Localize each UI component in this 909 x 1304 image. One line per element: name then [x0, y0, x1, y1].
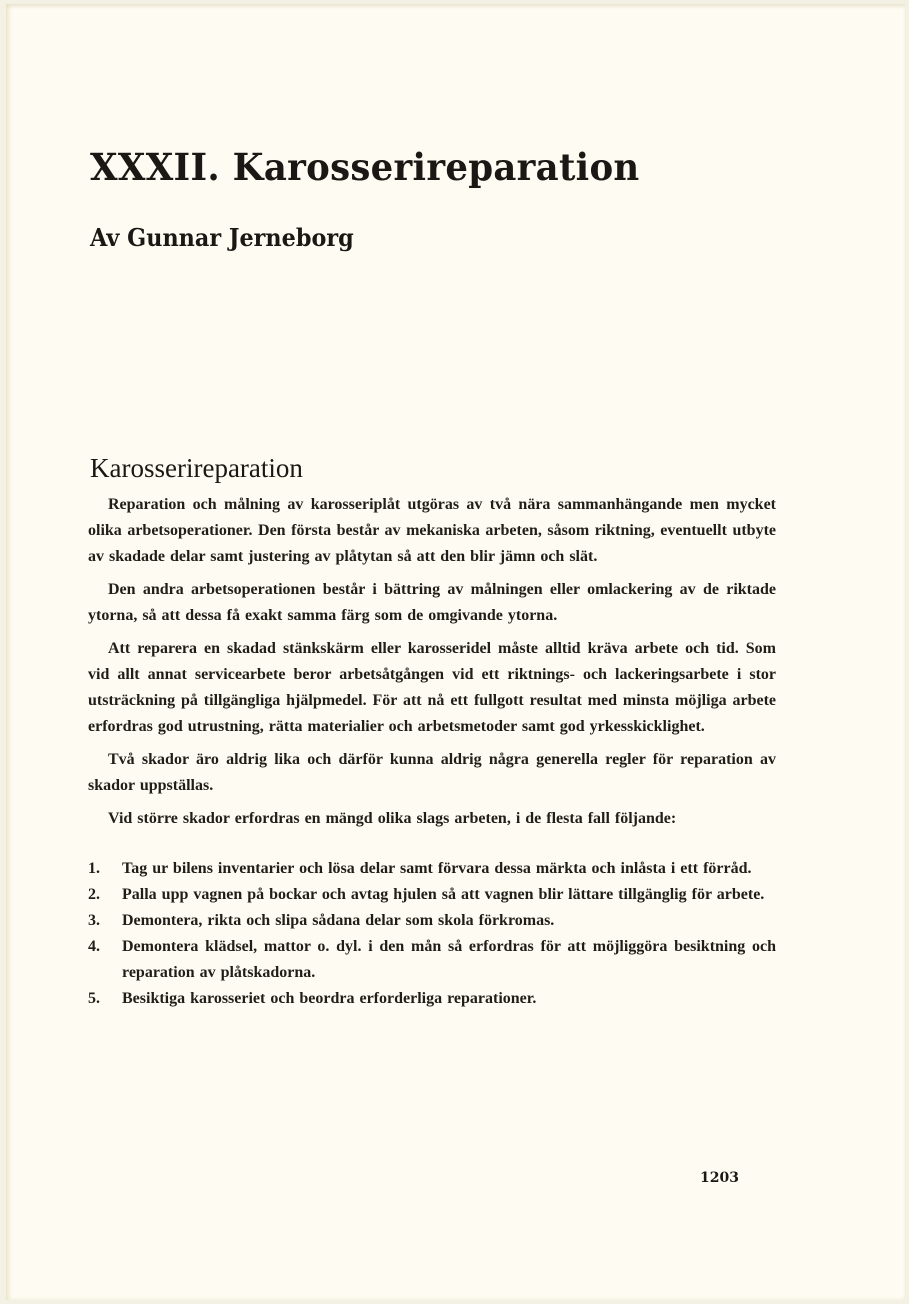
book-page — [6, 4, 905, 1300]
list-item — [88, 856, 776, 882]
paragraph: Den andra arbetsoperationen består i bättring av målningen eller omlackering av de riktade ytorna, så att dessa få exakt samma färg som de omgivande ytorna. — [88, 581, 776, 624]
list-number: 3. — [88, 912, 100, 929]
list-text: Besiktiga karosseriet och beordra erforderliga reparationer. — [122, 990, 537, 1007]
section-title: Karosserireparation — [90, 453, 303, 483]
page-number: 1203 — [700, 1170, 739, 1186]
numbered-list — [88, 856, 776, 1012]
paragraph: Att reparera en skadad stänkskärm eller karosseridel måste alltid kräva arbete och tid. Som vid allt annat servicearbete beror arbetsåtgången vid ett riktnings- och lackeringsarbete i stor utsträckning på tillgängliga hjälpmedel. För att nå ett fullgott resultat med minsta möjliga arbete erfordras god utrustning, rätta materialier och arbetsmetoder samt god yrkesskicklighet. — [88, 640, 776, 735]
list-text: Tag ur bilens inventarier och lösa delar samt förvara dessa märkta och inlåsta i ett förråd. — [122, 860, 752, 877]
list-number: 5. — [88, 990, 100, 1007]
list-text: Palla upp vagnen på bockar och avtag hjulen så att vagnen blir lättare tillgänglig för arbete. — [122, 886, 765, 903]
list-text: Demontera, rikta och slipa sådana delar som skola förkromas. — [122, 912, 555, 929]
list-number: 1. — [88, 860, 100, 877]
paragraph: Reparation och målning av karosseriplåt utgöras av två nära sammanhängande men mycket olika arbetsoperationer. Den första består av mekaniska arbeten, såsom riktning, eventuellt utbyte av skadade delar samt justering av plåtytan så att den blir jämn och slät. — [88, 496, 776, 565]
chapter-title: XXXII. Karosserireparation — [90, 145, 640, 189]
list-item — [88, 908, 776, 934]
list-text: Demontera klädsel, mattor o. dyl. i den mån så erfordras för att möjliggöra besiktning och reparation av plåtskadorna. — [122, 938, 776, 981]
list-item — [88, 934, 776, 986]
paragraph: Två skador äro aldrig lika och därför kunna aldrig några generella regler för reparation av skador uppställas. — [88, 751, 776, 794]
paragraph: Vid större skador erfordras en mängd olika slags arbeten, i de flesta fall följande: — [108, 810, 677, 827]
body-text — [88, 492, 776, 1012]
list-number: 4. — [88, 938, 100, 955]
author-byline: Av Gunnar Jerneborg — [90, 223, 354, 252]
list-item — [88, 986, 776, 1012]
list-item — [88, 882, 776, 908]
list-number: 2. — [88, 886, 100, 903]
